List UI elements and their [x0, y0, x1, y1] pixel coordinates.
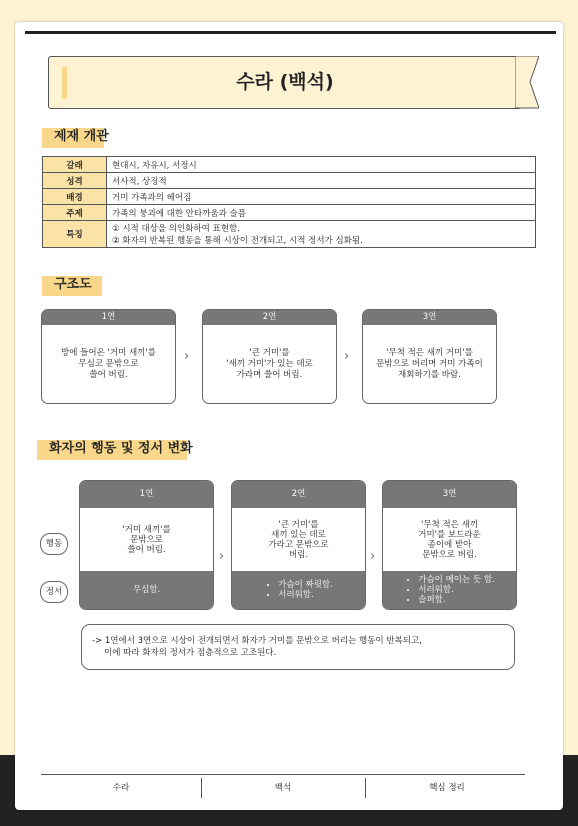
speaker-box-1: [79, 480, 214, 610]
arrow-right-icon: ›: [344, 349, 350, 364]
feature-line: ② 화자의 반복된 행동을 통해 시상이 전개되고, 시적 정서가 심화됨.: [112, 236, 363, 246]
table-key: 주제: [43, 205, 107, 221]
document-page: [15, 22, 563, 810]
speaker-box-3: [382, 480, 517, 610]
action-line: '무척 적은 새끼: [420, 519, 478, 530]
summary-line: 이에 따라 화자의 정서가 점층적으로 고조된다.: [104, 648, 277, 658]
arrow-right-icon: ›: [184, 349, 190, 364]
structure-box-header: 2연: [203, 310, 336, 325]
page-title: 수라 (백석): [236, 71, 334, 93]
section-heading-speaker: [37, 438, 193, 460]
speaker-box-2: [231, 480, 366, 610]
table-value: 현대시, 자유시, 서정시: [107, 157, 536, 173]
speaker-emotion: [80, 571, 213, 609]
action-line: 문밖으로: [130, 534, 163, 545]
section-heading-structure: [42, 274, 92, 296]
structure-box-2: [202, 309, 337, 404]
structure-box-body: [42, 325, 175, 403]
row-label-action: 행동: [40, 533, 68, 555]
structure-line: '큰 거미'를: [249, 347, 290, 358]
structure-line: '무척 적은 새끼 거미'를: [386, 347, 473, 358]
speaker-box-header: 2연: [232, 481, 365, 508]
title-banner: [48, 56, 522, 109]
table-row: [43, 157, 536, 173]
speaker-box-header: 1연: [80, 481, 213, 508]
emotion-line: • 가슴이 짜릿함.: [278, 580, 333, 590]
arrow-right-icon: ›: [219, 549, 225, 564]
structure-box-header: 3연: [363, 310, 496, 325]
footer-work-title: 수라: [112, 783, 130, 793]
action-line: '큰 거미'를: [278, 519, 319, 530]
table-key: 성격: [43, 173, 107, 189]
summary-box: [81, 624, 515, 670]
overview-table: [42, 156, 536, 248]
section-heading-text: 구조도: [54, 277, 92, 292]
speaker-action: [383, 508, 516, 571]
summary-line: -> 1연에서 3연으로 시상이 전개되면서 화자가 거미를 문밖으로 버리는 행동이 반복되고,: [92, 636, 422, 646]
feature-line: ① 시적 대상을 의인화하여 표현함.: [112, 224, 240, 234]
table-key: 배경: [43, 189, 107, 205]
action-line: 문밖으로 버림.: [422, 549, 477, 560]
table-value: 거미 가족과의 헤어짐: [107, 189, 536, 205]
structure-line: 문밖으로 버리며 거미 가족이: [376, 358, 483, 369]
structure-line: 가라며 쓸어 버림.: [236, 369, 303, 380]
footer-author: 백석: [274, 783, 292, 793]
table-row: [43, 173, 536, 189]
row-label-emotion: 정서: [40, 581, 68, 603]
top-rule: [25, 31, 556, 34]
structure-box-header: 1연: [42, 310, 175, 325]
structure-line: 쓸어 버림.: [89, 369, 128, 380]
table-row: [43, 221, 536, 248]
action-line: 쓸어 버림.: [127, 544, 166, 555]
section-heading-overview: [42, 126, 109, 148]
table-row: [43, 189, 536, 205]
emotion-line: • 가슴이 메이는 듯 함.: [418, 575, 495, 585]
footer-rule: [41, 774, 525, 775]
emotion-line: • 슬퍼함.: [418, 595, 495, 605]
table-value: [107, 221, 536, 248]
footer-section-name: 핵심 정리: [429, 783, 465, 793]
action-line: 버림.: [288, 549, 309, 560]
structure-box-body: [203, 325, 336, 403]
speaker-emotion: [383, 571, 516, 609]
speaker-action: [80, 508, 213, 571]
section-heading-text: 화자의 행동 및 정서 변화: [49, 441, 193, 456]
emotion-line: • 서러워함.: [278, 590, 333, 600]
section-heading-text: 제재 개관: [54, 129, 109, 144]
structure-line: 무심코 문밖으로: [78, 358, 139, 369]
table-key: 갈래: [43, 157, 107, 173]
action-line: 새끼 있는 데로: [271, 529, 326, 540]
speaker-emotion: [232, 571, 365, 609]
action-line: 종이에 받아: [427, 539, 472, 550]
emotion-line: 무심함.: [132, 585, 161, 595]
banner-tail-icon: [515, 56, 539, 109]
structure-box-3: [362, 309, 497, 404]
arrow-right-icon: ›: [370, 549, 376, 564]
action-line: 가라고 문밖으로: [268, 539, 329, 550]
structure-line: 재회하기를 바람.: [398, 369, 461, 380]
speaker-box-header: 3연: [383, 481, 516, 508]
footer-divider: [365, 778, 366, 798]
emotion-line: • 서러워함.: [418, 585, 495, 595]
action-line: 거미'를 보드라운: [418, 529, 481, 540]
table-key: 특징: [43, 221, 107, 248]
structure-line: '새끼 거미'가 있는 데로: [226, 358, 313, 369]
structure-line: 방에 들어온 '거미 새끼'를: [61, 347, 156, 358]
table-value: 서사적, 상징적: [107, 173, 536, 189]
structure-box-body: [363, 325, 496, 403]
footer-divider: [201, 778, 202, 798]
table-value: 가족의 붕괴에 대한 안타까움과 슬픔: [107, 205, 536, 221]
table-row: [43, 205, 536, 221]
speaker-action: [232, 508, 365, 571]
action-line: '거미 새끼'를: [122, 524, 171, 535]
structure-box-1: [41, 309, 176, 404]
